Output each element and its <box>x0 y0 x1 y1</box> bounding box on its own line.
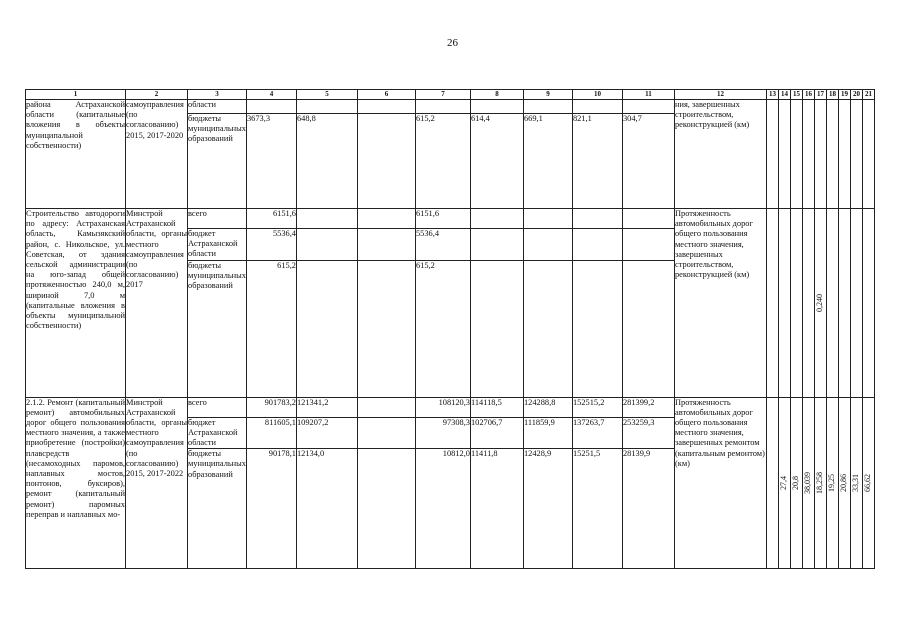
indicator-value-cell-18 <box>826 397 838 569</box>
amount-cell-c5 <box>296 100 357 114</box>
indicator-value: 66,62 <box>863 473 873 492</box>
amount-cell-c7: 108120,3 <box>415 397 470 417</box>
header-cell-2: 2 <box>126 90 188 100</box>
activity-name-cell: района Астраханской области (капитальные вложения в объекты муниципальной собственности) <box>26 100 126 209</box>
amount-cell-c6 <box>357 417 415 449</box>
amount-cell-c5: 648,8 <box>296 114 357 209</box>
amount-cell-c4 <box>246 100 296 114</box>
amount-cell-c9 <box>523 209 572 229</box>
header-cell-21: 21 <box>862 90 874 100</box>
table-row <box>26 397 875 417</box>
indicator-value-cell-14 <box>778 397 790 569</box>
amount-cell-c4: 6151,6 <box>246 209 296 229</box>
amount-cell-c10 <box>572 260 622 397</box>
funding-source-cell: всего <box>188 397 247 417</box>
amount-cell-c5: 109207,2 <box>296 417 357 449</box>
executor-cell: Минстрой Астраханской области, органы местного самоуправления (по согласованию) 2017 <box>126 209 188 398</box>
header-cell-11: 11 <box>622 90 674 100</box>
amount-cell-c6 <box>357 449 415 569</box>
table-row <box>26 100 875 114</box>
amount-cell-c7: 615,2 <box>415 114 470 209</box>
amount-cell-c7: 5536,4 <box>415 229 470 261</box>
amount-cell-c10: 15251,5 <box>572 449 622 569</box>
indicator-value-cell-15 <box>790 100 802 209</box>
funding-source-cell: бюджет Астраханской области <box>188 229 247 261</box>
amount-cell-c6 <box>357 100 415 114</box>
amount-cell-c11 <box>622 260 674 397</box>
indicator-value-cell-18 <box>826 100 838 209</box>
amount-cell-c6 <box>357 209 415 229</box>
indicator-value-cell-21 <box>862 100 874 209</box>
amount-cell-c8: 114118,5 <box>470 397 523 417</box>
activity-name-cell: 2.1.2. Ремонт (капитальный ремонт) автомобильных дорог общего пользования местного значения, а также приобретение (постройки) плавсредств (несамоходных паромов, наплавных мостов, понтонов, буксиров), ремонт (капитальный ремонт) паромных переправ и наплавных мо- <box>26 397 126 569</box>
activity-name-cell: Строительство автодороги по адресу: Астраханская область, Камызякский район, с. Никольское, ул. Советская, от здания сельской администрации на юго-запад общей протяженностью 240,0 м, шириной 7,0 м (капитальные вложения в объекты муниципальной собственности) <box>26 209 126 398</box>
indicator-cell: ния, завершенных строительством, реконструкцией (км) <box>674 100 766 209</box>
amount-cell-c5 <box>296 260 357 397</box>
amount-cell-c4: 3673,3 <box>246 114 296 209</box>
header-cell-18: 18 <box>826 90 838 100</box>
indicator-value-cell-15 <box>790 397 802 569</box>
amount-cell-c5: 121341,2 <box>296 397 357 417</box>
amount-cell-c11: 304,7 <box>622 114 674 209</box>
amount-cell-c9: 111859,9 <box>523 417 572 449</box>
amount-cell-c6 <box>357 114 415 209</box>
header-cell-15: 15 <box>790 90 802 100</box>
header-cell-10: 10 <box>572 90 622 100</box>
indicator-value-cell-19 <box>838 100 850 209</box>
header-cell-5: 5 <box>296 90 357 100</box>
amount-cell-c9 <box>523 100 572 114</box>
amount-cell-c4: 90178,1 <box>246 449 296 569</box>
indicator-value-cell-19 <box>838 209 850 398</box>
amount-cell-c8 <box>470 260 523 397</box>
amount-cell-c11: 281399,2 <box>622 397 674 417</box>
indicator-value-cell-17 <box>814 209 826 398</box>
amount-cell-c4: 901783,2 <box>246 397 296 417</box>
amount-cell-c7 <box>415 100 470 114</box>
indicator-value-cell-19 <box>838 397 850 569</box>
amount-cell-c5: 12134,0 <box>296 449 357 569</box>
indicator-value-cell-14 <box>778 100 790 209</box>
amount-cell-c5 <box>296 209 357 229</box>
funding-source-cell: всего <box>188 209 247 229</box>
amount-cell-c7: 615,2 <box>415 260 470 397</box>
indicator-value-cell-21 <box>862 397 874 569</box>
header-cell-7: 7 <box>415 90 470 100</box>
header-cell-20: 20 <box>850 90 862 100</box>
amount-cell-c8 <box>470 209 523 229</box>
funding-source-cell: бюджеты муниципальных образований <box>188 114 247 209</box>
amount-cell-c9: 124288,8 <box>523 397 572 417</box>
amount-cell-c11: 28139,9 <box>622 449 674 569</box>
funding-source-cell: бюджеты муниципальных образований <box>188 449 247 569</box>
header-cell-9: 9 <box>523 90 572 100</box>
table-row <box>26 209 875 229</box>
header-cell-13: 13 <box>766 90 778 100</box>
header-cell-16: 16 <box>802 90 814 100</box>
amount-cell-c10 <box>572 229 622 261</box>
indicator-value-cell-18 <box>826 209 838 398</box>
amount-cell-c9: 669,1 <box>523 114 572 209</box>
indicator-value-cell-13 <box>766 397 778 569</box>
amount-cell-c8: 102706,7 <box>470 417 523 449</box>
amount-cell-c10: 821,1 <box>572 114 622 209</box>
amount-cell-c9 <box>523 260 572 397</box>
indicator-value: 20,86 <box>839 473 849 492</box>
indicator-value-cell-20 <box>850 209 862 398</box>
amount-cell-c9 <box>523 229 572 261</box>
amount-cell-c4: 615,2 <box>246 260 296 397</box>
amount-cell-c5 <box>296 229 357 261</box>
amount-cell-c7: 10812,0 <box>415 449 470 569</box>
indicator-value-cell-13 <box>766 209 778 398</box>
indicator-cell: Протяженность автомобильных дорог общего пользования местного значения, завершенных строительством, реконструкцией (км) <box>674 209 766 398</box>
amount-cell-c11 <box>622 100 674 114</box>
indicator-value: 27,4 <box>779 475 789 490</box>
indicator-value: 38,039 <box>803 471 813 494</box>
indicator-value-cell-21 <box>862 209 874 398</box>
header-cell-3: 3 <box>188 90 247 100</box>
funding-source-cell: бюджеты муниципальных образований <box>188 260 247 397</box>
indicator-value-cell-13 <box>766 100 778 209</box>
amount-cell-c10: 137263,7 <box>572 417 622 449</box>
indicator-value: 20,8 <box>791 475 801 490</box>
header-cell-1: 1 <box>26 90 126 100</box>
table-body <box>26 100 875 569</box>
amount-cell-c6 <box>357 260 415 397</box>
indicator-cell: Протяженность автомобильных дорог общего пользования местного значения, завершенных ремонтом (капитальным ремонтом) (км) <box>674 397 766 569</box>
indicator-value-cell-15 <box>790 209 802 398</box>
indicator-value-cell-20 <box>850 100 862 209</box>
amount-cell-c11 <box>622 229 674 261</box>
funding-source-cell: области <box>188 100 247 114</box>
indicator-value: 33,31 <box>851 473 861 492</box>
amount-cell-c10: 152515,2 <box>572 397 622 417</box>
amount-cell-c11: 253259,3 <box>622 417 674 449</box>
executor-cell: Минстрой Астраханской области, органы местного самоуправления (по согласованию) 2015, 2017-2022 <box>126 397 188 569</box>
amount-cell-c6 <box>357 229 415 261</box>
indicator-value: 18,258 <box>815 471 825 494</box>
amount-cell-c8 <box>470 229 523 261</box>
executor-cell: самоуправления (по согласованию) 2015, 2017-2020 <box>126 100 188 209</box>
header-cell-17: 17 <box>814 90 826 100</box>
amount-cell-c4: 811605,1 <box>246 417 296 449</box>
funding-source-cell: бюджет Астраханской области <box>188 417 247 449</box>
indicator-value-cell-16 <box>802 397 814 569</box>
indicator-value-cell-16 <box>802 100 814 209</box>
indicator-value-cell-17 <box>814 100 826 209</box>
program-table <box>25 89 875 569</box>
indicator-value: 19,25 <box>827 473 837 492</box>
amount-cell-c10 <box>572 100 622 114</box>
amount-cell-c7: 97308,3 <box>415 417 470 449</box>
table-header-row <box>26 90 875 100</box>
header-cell-12: 12 <box>674 90 766 100</box>
header-cell-14: 14 <box>778 90 790 100</box>
amount-cell-c8: 614,4 <box>470 114 523 209</box>
amount-cell-c7: 6151,6 <box>415 209 470 229</box>
indicator-value-cell-17 <box>814 397 826 569</box>
amount-cell-c8: 11411,8 <box>470 449 523 569</box>
amount-cell-c8 <box>470 100 523 114</box>
header-cell-6: 6 <box>357 90 415 100</box>
page-number: 26 <box>447 37 458 49</box>
header-cell-4: 4 <box>246 90 296 100</box>
indicator-value: 0,240 <box>815 293 825 312</box>
amount-cell-c10 <box>572 209 622 229</box>
amount-cell-c9: 12428,9 <box>523 449 572 569</box>
indicator-value-cell-20 <box>850 397 862 569</box>
amount-cell-c6 <box>357 397 415 417</box>
indicator-value-cell-16 <box>802 209 814 398</box>
amount-cell-c4: 5536,4 <box>246 229 296 261</box>
header-cell-19: 19 <box>838 90 850 100</box>
header-cell-8: 8 <box>470 90 523 100</box>
amount-cell-c11 <box>622 209 674 229</box>
indicator-value-cell-14 <box>778 209 790 398</box>
